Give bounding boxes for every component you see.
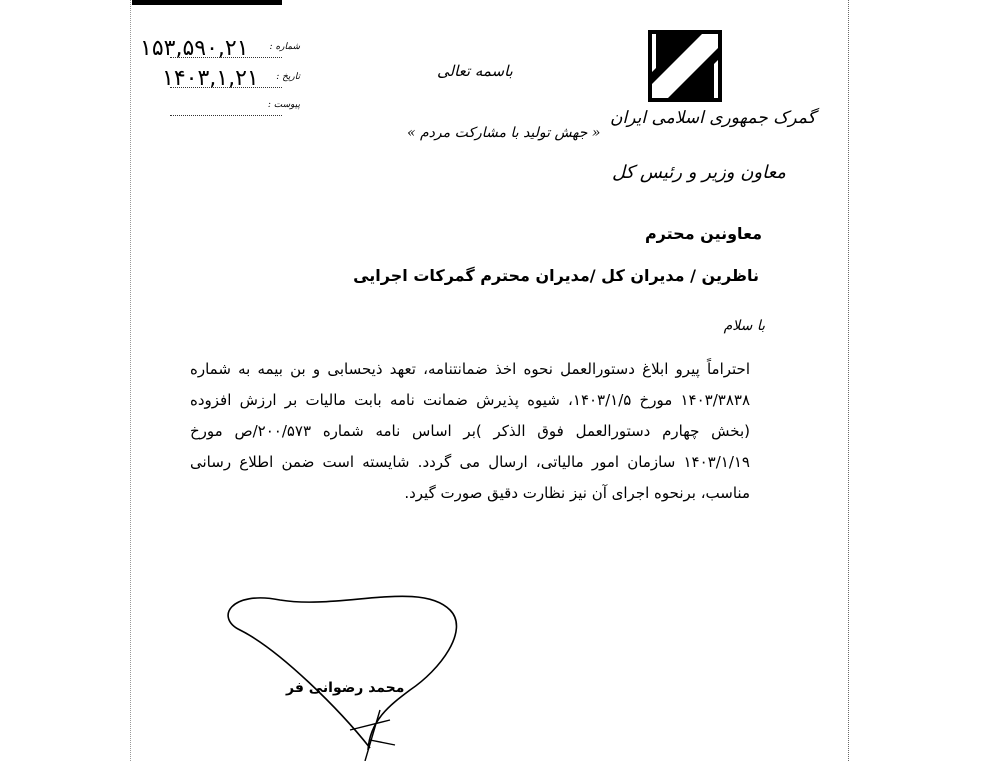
letter-date-label: تاریخ :	[276, 72, 300, 82]
letter-date-value: ۱۴۰۳,۱,۲۱	[162, 66, 259, 91]
top-border-bar	[132, 0, 282, 5]
organization-title: معاون وزیر و رئیس کل	[612, 162, 786, 183]
invocation-text: باسمه تعالی	[437, 62, 513, 80]
addressee-line-1: معاونین محترم	[644, 224, 762, 243]
letter-body	[190, 354, 762, 509]
letter-number-row	[140, 36, 300, 60]
signatory-name: محمد رضوانی فر	[286, 680, 405, 696]
letter-attachment-label: پیوست :	[267, 100, 300, 110]
organization-name: گمرک جمهوری اسلامی ایران	[610, 108, 816, 128]
letter-body-paragraph: احتراماً پیرو ابلاغ دستورالعمل نحوه اخذ ضمانتنامه، تعهد ذیحسابی و بن بیمه به شماره ۱۴۰۳/۳۸۳۸ مورخ ۱۴۰۳/۱/۵، شیوه پذیرش ضمانت نامه بابت مالیات بر ارزش افزوده (بخش چهارم دستورالعمل فوق الذکر )بر اساس نامه شماره ۲۰۰/۵۷۳/ص مورخ ۱۴۰۳/۱/۱۹ سازمان امور مالیاتی، ارسال می گردد. شایسته است ضمن اطلاع رسانی مناسب، برنحوه اجرای آن نیز نظارت دقیق صورت گیرد.	[190, 360, 751, 502]
right-page-edge	[848, 0, 849, 761]
addressee-line-2: ناظرین / مدیران کل /مدیران محترم گمرکات اجرایی	[353, 266, 759, 285]
greeting-text: با سلام	[723, 318, 765, 334]
letter-date-row	[140, 66, 300, 90]
letter-attachment-row	[140, 94, 300, 118]
left-page-edge	[130, 0, 131, 761]
letter-number-label: شماره :	[269, 42, 300, 52]
customs-logo-icon	[648, 30, 722, 102]
letter-number-value: ۱۵۳,۵۹۰,۲۱	[140, 36, 249, 61]
slogan-text: « جهش تولید با مشارکت مردم »	[407, 125, 601, 141]
signature-scribble	[220, 570, 480, 761]
